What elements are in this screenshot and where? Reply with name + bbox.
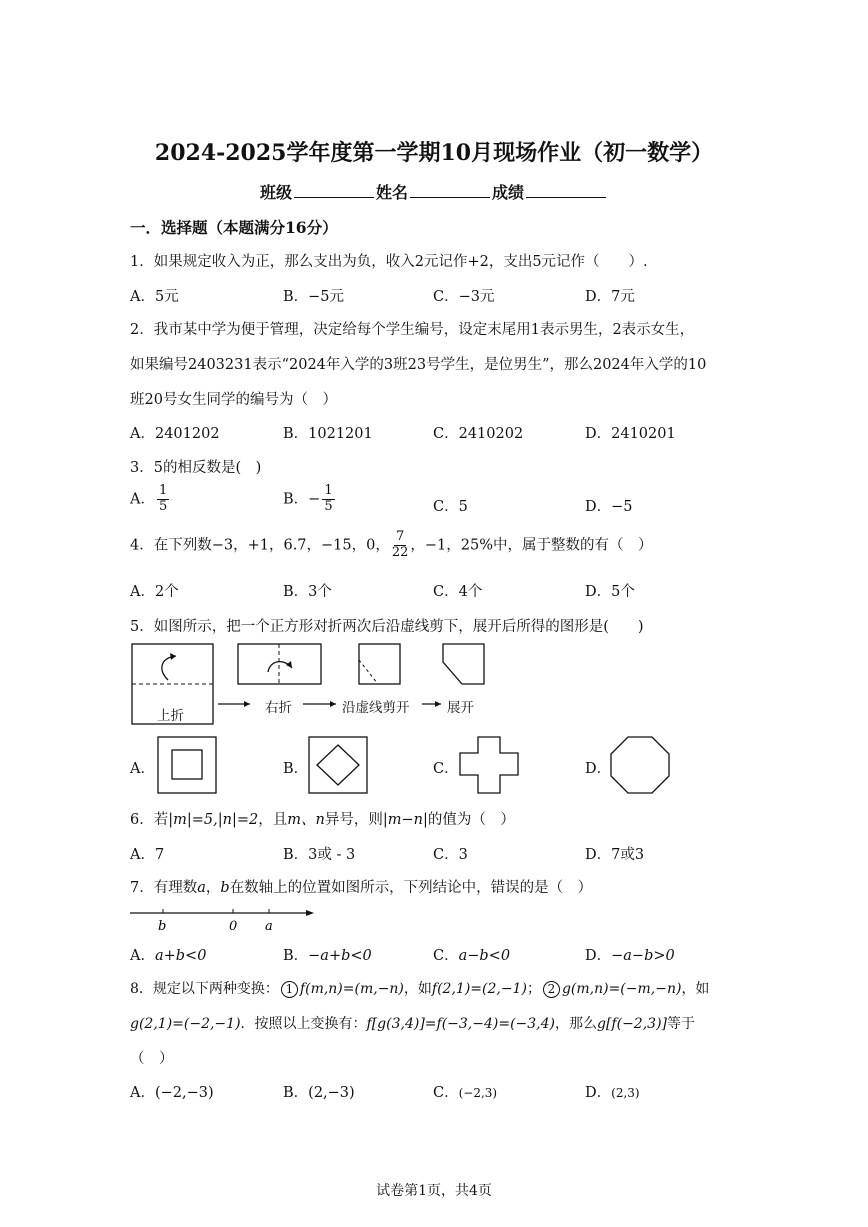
question-1-stem: 1．如果规定收入为正，那么支出为负，收入2元记作+2，支出5元记作（ ）. [130, 254, 648, 270]
q3-option-c[interactable]: C．5 [433, 499, 468, 515]
page-title: 2024-2025学年度第一学期10月现场作业（初一数学） [154, 140, 714, 166]
q8-post-pre: ，那么 [555, 1016, 597, 1032]
q7-d-letter: D． [585, 948, 612, 964]
number-line [128, 903, 328, 933]
q8-d-letter: D． [585, 1085, 612, 1101]
q6-mid2: 异号，则 [324, 812, 383, 828]
label-zero: 0 [229, 919, 238, 933]
q6-pre: 6．若 [130, 812, 169, 828]
q2-option-c[interactable]: C．2410202 [433, 426, 524, 442]
q8-pre: 8．规定以下两种变换： [130, 981, 279, 997]
label-unfold: 展开 [447, 700, 474, 716]
name-blank[interactable] [410, 183, 490, 198]
question-8-line-2 [130, 1013, 695, 1033]
q8-b-letter: B． [283, 1085, 309, 1101]
q8-sep: ； [526, 981, 541, 997]
q8-g-def: g(m,n)=(−m,−n) [561, 981, 682, 997]
frac-num: 1 [324, 483, 333, 498]
class-label: 班级 [259, 183, 292, 202]
q7-option-a[interactable] [130, 944, 206, 965]
q2-option-a[interactable]: A．2401202 [130, 426, 220, 442]
frac-den: 5 [324, 498, 333, 514]
q8-ex2-pre: ，如 [681, 981, 710, 997]
q1-option-b[interactable]: B．−5元 [283, 289, 345, 305]
q1-option-c[interactable]: C．−3元 [433, 289, 495, 305]
q8-mid: ．按照以上变换有： [240, 1016, 367, 1032]
frac-num: 1 [158, 483, 168, 498]
question-2-line-2: 如果编号2403231表示“2024年入学的3班23号学生，是位男生”，那么2024年入学的10 [130, 357, 707, 373]
q7-option-c[interactable] [433, 944, 510, 965]
q5-option-a[interactable]: A． [130, 761, 155, 777]
q7-c-letter: C． [433, 948, 459, 964]
label-b: b [158, 919, 167, 933]
q1-option-d[interactable]: D．7元 [585, 289, 635, 305]
frac-den: 5 [158, 498, 168, 514]
q1-option-a[interactable]: A．5元 [130, 289, 179, 305]
circled-one: 1 [281, 981, 298, 998]
q7-c-expr: a−b<0 [458, 948, 511, 964]
student-info-line [0, 180, 868, 203]
question-5-stem: 5．如图所示，把一个正方形对折两次后沿虚线剪下，展开后所得的图形是( ) [130, 619, 644, 635]
arrowhead-icon [435, 701, 441, 707]
q4-stem-post: ，−1，25%中，属于整数的有（ ） [410, 537, 653, 554]
q2-option-b[interactable]: B．1021201 [283, 426, 373, 442]
q3-b-letter: B． [283, 491, 309, 508]
score-label: 成绩 [492, 183, 525, 202]
q3-option-a[interactable] [130, 484, 171, 515]
axis-arrow-icon [306, 910, 314, 916]
class-blank[interactable] [294, 183, 374, 198]
q7-var-b: b [220, 880, 230, 896]
q4-option-b[interactable]: B．3个 [283, 584, 332, 600]
arrowhead-icon [330, 701, 336, 707]
minus-sign: − [308, 491, 321, 508]
label-up-fold: 上折 [157, 708, 184, 724]
page-footer: 试卷第1页，共4页 [376, 1183, 492, 1199]
q7-var-a: a [197, 880, 206, 896]
circled-two: 2 [543, 981, 560, 998]
q6-expression: |m−n| [382, 812, 428, 828]
option-d-octagon [609, 735, 673, 795]
name-label: 姓名 [375, 183, 408, 202]
q4-option-d[interactable]: D．5个 [585, 584, 635, 600]
folded-square [359, 644, 400, 684]
q7-option-b[interactable] [283, 944, 372, 965]
fold-arrow-up-icon [162, 656, 176, 680]
question-3-stem: 3．5的相反数是( ) [130, 460, 262, 476]
q8-f-def: f(m,n)=(m,−n) [299, 981, 404, 997]
q3-option-b[interactable] [283, 484, 337, 515]
q8-c-value: (−2,3) [458, 1086, 498, 1100]
q7-sep: ， [205, 880, 221, 896]
q7-b-expr: −a+b<0 [308, 948, 372, 964]
q8-c-letter: C． [433, 1085, 459, 1101]
frac-den: 22 [391, 544, 409, 560]
question-2-line-3: 班20号女生同学的编号为（ ） [130, 392, 337, 408]
label-right-fold: 右折 [265, 700, 292, 716]
q8-calc: f[g(3,4)]=f(−3,−4)=(−3,4) [366, 1016, 555, 1032]
fraction-one-fifth [157, 484, 169, 515]
question-8-line-3: （ ） [130, 1051, 174, 1067]
label-a: a [265, 919, 273, 933]
option-c-cross-shape [458, 735, 522, 795]
arrowhead-icon [244, 701, 250, 707]
q7-a-letter: A． [130, 948, 155, 964]
option-b-diamond-in-square [307, 735, 371, 795]
q3-a-letter: A． [130, 491, 155, 508]
q6-option-a[interactable]: A．7 [130, 847, 165, 863]
q8-option-a[interactable] [130, 1081, 214, 1102]
q7-option-d[interactable] [585, 944, 675, 965]
question-4-stem [130, 530, 653, 561]
q6-option-d[interactable]: D．7或3 [585, 847, 645, 863]
q6-vars: m、n [287, 812, 325, 828]
q3-option-d[interactable]: D．−5 [585, 499, 633, 515]
q8-question-expr: g[f(−2,3)] [597, 1016, 667, 1032]
q7-a-expr: a+b<0 [154, 948, 207, 964]
q8-a-letter: A． [130, 1085, 155, 1101]
arrowhead-icon [286, 661, 292, 668]
option-a-square-frame [156, 735, 220, 795]
q2-option-d[interactable]: D．2410201 [585, 426, 676, 442]
question-2-line-1: 2．我市某中学为便于管理，决定给每个学生编号，设定末尾用1表示男生，2表示女生， [130, 322, 695, 338]
q8-ex2: g(2,1)=(−2,−1) [130, 1016, 241, 1032]
q6-option-b[interactable]: B．3或 - 3 [283, 847, 356, 863]
q5-option-b[interactable]: B． [283, 761, 309, 777]
q7-b-letter: B． [283, 948, 309, 964]
fraction-one-fifth [322, 484, 334, 515]
section-heading: 一．选择题（本题满分16分） [130, 218, 338, 237]
q8-a-value: (−2,−3) [154, 1085, 214, 1101]
q8-ex1: f(2,1)=(2,−1) [431, 981, 527, 997]
q8-b-value: (2,−3) [308, 1085, 355, 1101]
folded-rectangle [238, 644, 321, 684]
frac-num: 7 [395, 529, 405, 544]
q8-ex1-pre: ，如 [403, 981, 432, 997]
cut-shape [443, 644, 484, 684]
q7-d-expr: −a−b>0 [611, 948, 675, 964]
q4-option-c[interactable]: C．4个 [433, 584, 483, 600]
score-blank[interactable] [526, 183, 606, 198]
question-8-line-1 [130, 978, 709, 998]
label-cut: 沿虚线剪开 [342, 700, 410, 716]
q8-post: 等于 [667, 1016, 695, 1032]
q8-option-b[interactable] [283, 1081, 355, 1102]
q4-option-a[interactable]: A．2个 [130, 584, 179, 600]
q6-post: 的值为（ ） [427, 812, 515, 828]
q8-d-value: (2,3) [611, 1086, 640, 1100]
q6-option-c[interactable]: C．3 [433, 847, 468, 863]
q8-option-c[interactable] [433, 1081, 497, 1102]
q8-option-d[interactable] [585, 1081, 640, 1102]
fraction-7-22 [392, 530, 409, 561]
q6-condition: |m|=5,|n|=2 [168, 812, 259, 828]
q4-stem-pre: 4．在下列数−3，+1，6.7，−15，0， [130, 537, 390, 554]
q7-post: 在数轴上的位置如图所示，下列结论中，错误的是（ ） [229, 880, 593, 896]
q5-option-c[interactable]: C． [433, 761, 459, 777]
q7-pre: 7．有理数 [130, 880, 198, 896]
q6-mid: ，且 [258, 812, 288, 828]
arrowhead-icon [170, 653, 176, 660]
q5-option-d[interactable]: D． [585, 761, 612, 777]
question-7-stem [130, 876, 592, 897]
question-6-stem [130, 808, 515, 829]
cut-dashed-line [359, 660, 378, 684]
